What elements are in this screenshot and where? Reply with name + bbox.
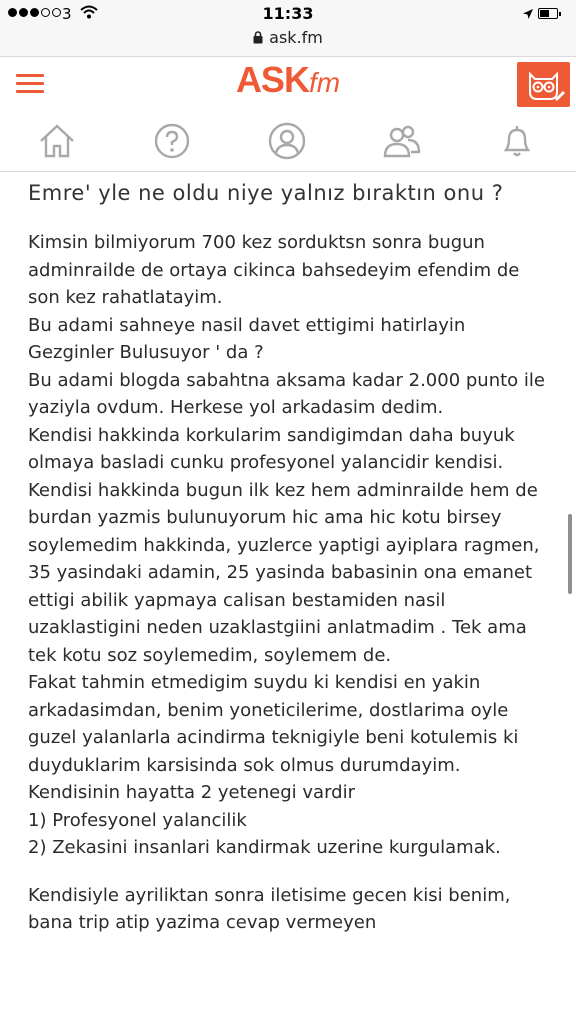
logo-text: ASK xyxy=(235,59,309,100)
logo-suffix: fm xyxy=(308,67,341,98)
url-text: ask.fm xyxy=(269,28,323,47)
friends-icon[interactable] xyxy=(382,121,422,161)
status-bar xyxy=(0,0,576,30)
owl-icon xyxy=(517,62,570,107)
browser-chrome xyxy=(0,0,576,57)
notifications-bell-icon[interactable] xyxy=(497,121,537,161)
page-scrollbar[interactable] xyxy=(568,514,572,594)
address-bar[interactable] xyxy=(0,28,576,48)
main-nav-tabs xyxy=(0,111,576,172)
profile-icon[interactable] xyxy=(267,121,307,161)
ask-question-owl-button[interactable] xyxy=(517,62,570,107)
home-icon[interactable] xyxy=(37,121,77,161)
carrier-label: 3 xyxy=(62,5,72,23)
lock-icon xyxy=(253,29,263,48)
answer-text-continued: Kendisiyle ayriliktan sonra iletisime gecen kisi benim, bana trip atip yazima cevap vermeyen xyxy=(28,884,511,933)
askfm-logo[interactable] xyxy=(0,59,576,101)
battery-icon xyxy=(538,8,558,19)
answer-text: Kimsin bilmiyorum 700 kez sorduktsn sonra bugun adminrailde de ortaya cikinca bahsedeyim efendim de son kez rahatlatayim. Bu adami sahneye nasil davet ettigimi hatirlayin Gezginler Bulusuyor ' da ? Bu adami blogda sabahtna aksama kadar 2.000 punto ile yaziyla ovdum. Herkese yol arkadasim dedim. Kendisi hakkinda korkularim sandigimdan daha buyuk olmaya basladi cunku profesyonel yalancidir kendisi. Kendisi hakkinda bugun ilk kez hem adminrailde hem de burdan yazmis bulunuyorum hic ama hic kotu birsey soylemedim hakkinda, yuzlerce yaptigi ayiplara ragmen, 35 yasindaki adamin, 25 yasinda babasinin ona emanet ettigi abilik yapmaya calisan bestamiden nasil uzaklastigini neden uzaklastgiini anlatmadim . Tek ama tek kotu soz soylemedim, soylemem de. Fakat tahmin etmedigim suydu ki kendisi en yakin arkadasimdan, benim yoneticilerime, dostlarima oyle guzel yalanlarla acindirma teknigiyle beni kotulemis ki duyduklarim karsisinda sok olmus durumdayim. Kendisinin hayatta 2 yetenegi vardir 1) Profesyonel yalancilik 2) Zekasini insanlari kandirmak uzerine kurgulamak. xyxy=(28,232,545,858)
question-answer-card xyxy=(28,172,552,937)
location-arrow-icon xyxy=(522,6,534,24)
question-title: Emre' yle ne oldu niye yalnız bıraktın onu ? xyxy=(28,181,504,205)
question-icon[interactable] xyxy=(152,121,192,161)
app-header xyxy=(0,57,576,111)
status-time: 11:33 xyxy=(262,4,314,23)
